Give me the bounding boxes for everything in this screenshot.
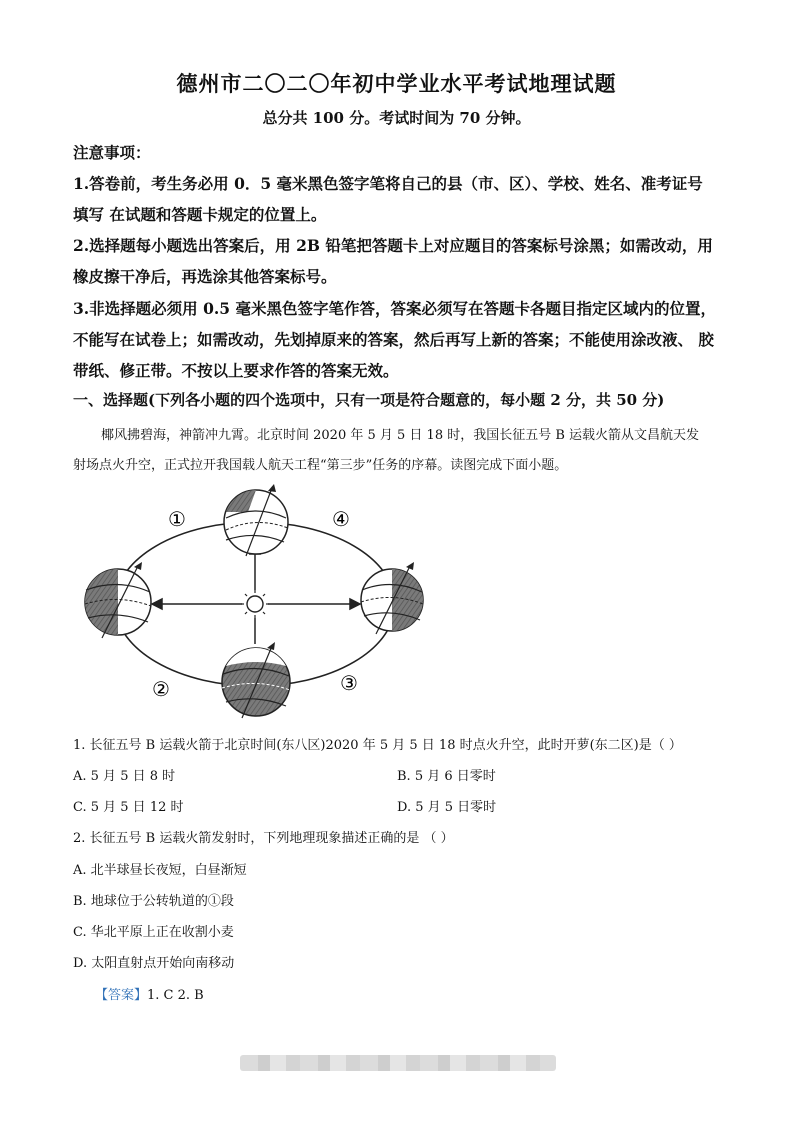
sun-icon [241,590,269,618]
earth-right-icon [361,562,423,634]
orbit-label-3: ③ [340,671,358,695]
question-option: B. 5 月 6 日零时 [397,769,496,784]
page-subtitle: 总分共 100 分。考试时间为 70 分钟。 [262,109,531,127]
earth-orbit-diagram [76,482,436,724]
passage-line: 射场点火升空，正式拉开我国载人航天工程“第三步”任务的序幕。读图完成下面小题。 [73,458,568,473]
answer-tag: 【答案】 [95,988,148,1003]
question-option: C. 5 月 5 日 12 时 [73,800,184,815]
page-title: 德州市二〇二〇年初中学业水平考试地理试题 [176,71,617,96]
orbit-label-4: ④ [332,507,350,531]
blurred-footer [240,1055,556,1071]
notice-line: 3.非选择题必须用 0.5 毫米黑色签字笔作答，答案必须写在答题卡各题目指定区域内的位置， [73,299,716,318]
notice-line: 1.答卷前，考生务必用 0．5 毫米黑色签字笔将自己的县（市、区）、学校、姓名、准考证号 [73,174,703,193]
notice-line: 2.选择题每小题选出答案后，用 2B 铅笔把答题卡上对应题目的答案标号涂黑；如需改动，用 [73,236,713,255]
notice-line: 带纸、修正带。不按以上要求作答的答案无效。 [73,361,399,380]
question-stem: 1. 长征五号 B 运载火箭于北京时间(东八区)2020 年 5 月 5 日 18 时点火升空，此时开萝(东二区)是（ ） [73,738,682,753]
earth-bottom-icon [222,642,290,718]
question-option: A. 北半球昼长夜短，白昼渐短 [73,863,247,878]
notice-line: 橡皮擦干净后，再选涂其他答案标号。 [73,267,337,286]
question-option: A. 5 月 5 日 8 时 [73,769,176,784]
orbit-label-1: ① [168,507,186,531]
notice-line: 填写 在试题和答题卡规定的位置上。 [73,205,327,224]
answer-line [95,984,204,1003]
question-option: C. 华北平原上正在收割小麦 [73,925,234,940]
sunlight-arrows [152,544,360,644]
earth-top-icon [224,484,288,556]
passage-line: 椰风拂碧海，神箭冲九霄。北京时间 2020 年 5 月 5 日 18 时，我国长征五号 B 运载火箭从文昌航天发 [101,428,700,443]
notice-line: 不能写在试卷上；如需改动，先划掉原来的答案，然后再写上新的答案；不能使用涂改液、 胶 [73,330,714,349]
question-option: B. 地球位于公转轨道的①段 [73,894,234,909]
question-stem: 2. 长征五号 B 运载火箭发射时，下列地理现象描述正确的是 （ ） [73,831,454,846]
section-heading: 一、选择题(下列各小题的四个选项中，只有一项是符合题意的，每小题 2 分，共 50 分) [73,391,665,409]
answer-text: 1. C 2. B [147,988,204,1003]
question-option: D. 5 月 5 日零时 [397,800,497,815]
notice-heading: 注意事项： [73,143,151,162]
question-option: D. 太阳直射点开始向南移动 [73,956,235,971]
earth-left-icon [85,562,151,638]
orbit-label-2: ② [152,677,170,701]
